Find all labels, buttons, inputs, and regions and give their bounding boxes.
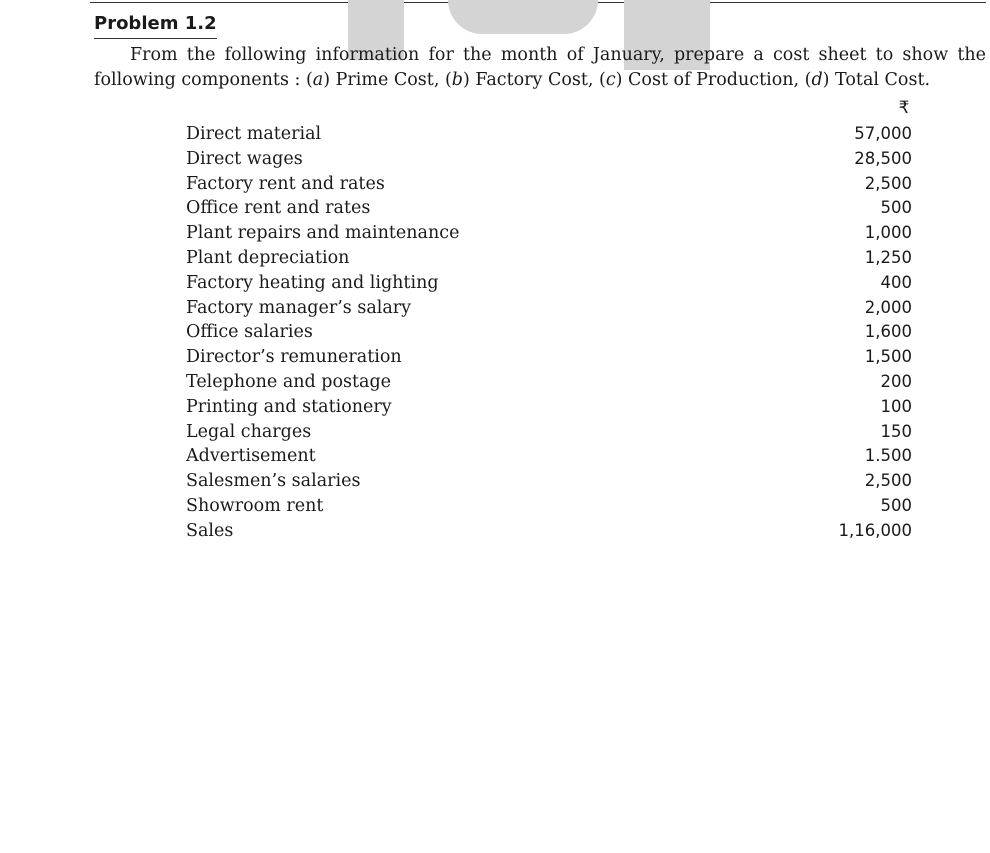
cost-item-row [186,320,912,345]
cost-item-label: Legal charges [186,421,312,442]
cost-item-row [186,221,912,246]
cost-item-amount: 2,500 [864,471,912,491]
cost-item-row [186,172,912,197]
part-a-letter: a [312,70,324,90]
cost-item-amount: 100 [880,396,912,416]
cost-item-row [186,444,912,469]
cost-item-label: Showroom rent [186,495,324,516]
cost-item-row [186,519,912,544]
cost-item-label: Director’s remuneration [186,347,402,368]
cost-item-row [186,370,912,395]
cost-item-amount: 150 [880,421,912,441]
cost-item-label: Factory manager’s salary [186,297,412,318]
cost-item-row [186,147,912,172]
statement-text: following components : ( [94,70,313,90]
cost-item-label: Plant depreciation [186,247,350,268]
part-c-text: ) Cost of Production, ( [615,70,812,90]
cost-item-row [186,345,912,370]
cost-item-label: Direct material [186,124,322,144]
cost-item-amount: 400 [880,272,912,292]
cost-item-label: Direct wages [186,148,303,169]
cost-item-label: Office rent and rates [186,198,371,219]
problem-statement-line-1: From the following information for the month of January, prepare a cost sheet to show the [130,45,986,65]
cost-item-amount: 2,500 [864,173,912,193]
problem-statement-line-2 [94,68,986,93]
cost-items-list [186,122,912,544]
cost-item-amount: 2,000 [864,297,912,317]
cost-item-amount: 1,250 [864,247,912,267]
cost-item-row [186,395,912,420]
cost-item-amount: 500 [880,198,912,218]
cost-item-amount: 28,500 [854,148,912,168]
cost-item-row [186,122,912,147]
cost-item-amount: 1,600 [864,322,912,342]
cost-item-label: Printing and stationery [186,396,392,417]
part-c-letter: c [605,70,616,90]
cost-item-amount: 1,500 [864,347,912,367]
cost-item-row [186,469,912,494]
rupee-currency-header: ₹ [898,98,910,118]
problem-statement [94,43,986,93]
cost-item-label: Salesmen’s salaries [186,471,361,492]
cost-item-amount: 1,000 [864,223,912,243]
cost-item-amount: 1.500 [864,446,912,466]
cost-item-amount: 500 [880,495,912,515]
cost-item-row [186,420,912,445]
cost-item-amount: 1,16,000 [838,520,912,540]
part-b-text: ) Factory Cost, ( [462,70,606,90]
cost-item-label: Office salaries [186,322,313,343]
part-d-letter: d [811,70,823,90]
cost-item-label: Telephone and postage [186,371,392,392]
cost-item-label: Plant repairs and maintenance [186,223,460,244]
cost-item-amount: 57,000 [854,124,912,143]
part-d-text: ) Total Cost. [822,70,931,90]
cost-item-label: Advertisement [186,446,316,467]
part-a-text: ) Prime Cost, ( [323,70,452,90]
cost-item-row [186,271,912,296]
cost-item-row [186,246,912,271]
cost-item-row [186,196,912,221]
cost-item-label: Factory rent and rates [186,173,385,194]
cost-item-row [186,296,912,321]
part-b-letter: b [451,70,463,90]
cost-item-amount: 200 [880,371,912,391]
cost-item-label: Sales [186,520,234,541]
cost-item-row [186,494,912,519]
cost-item-label: Factory heating and lighting [186,272,439,293]
problem-heading: Problem 1.2 [94,12,217,39]
